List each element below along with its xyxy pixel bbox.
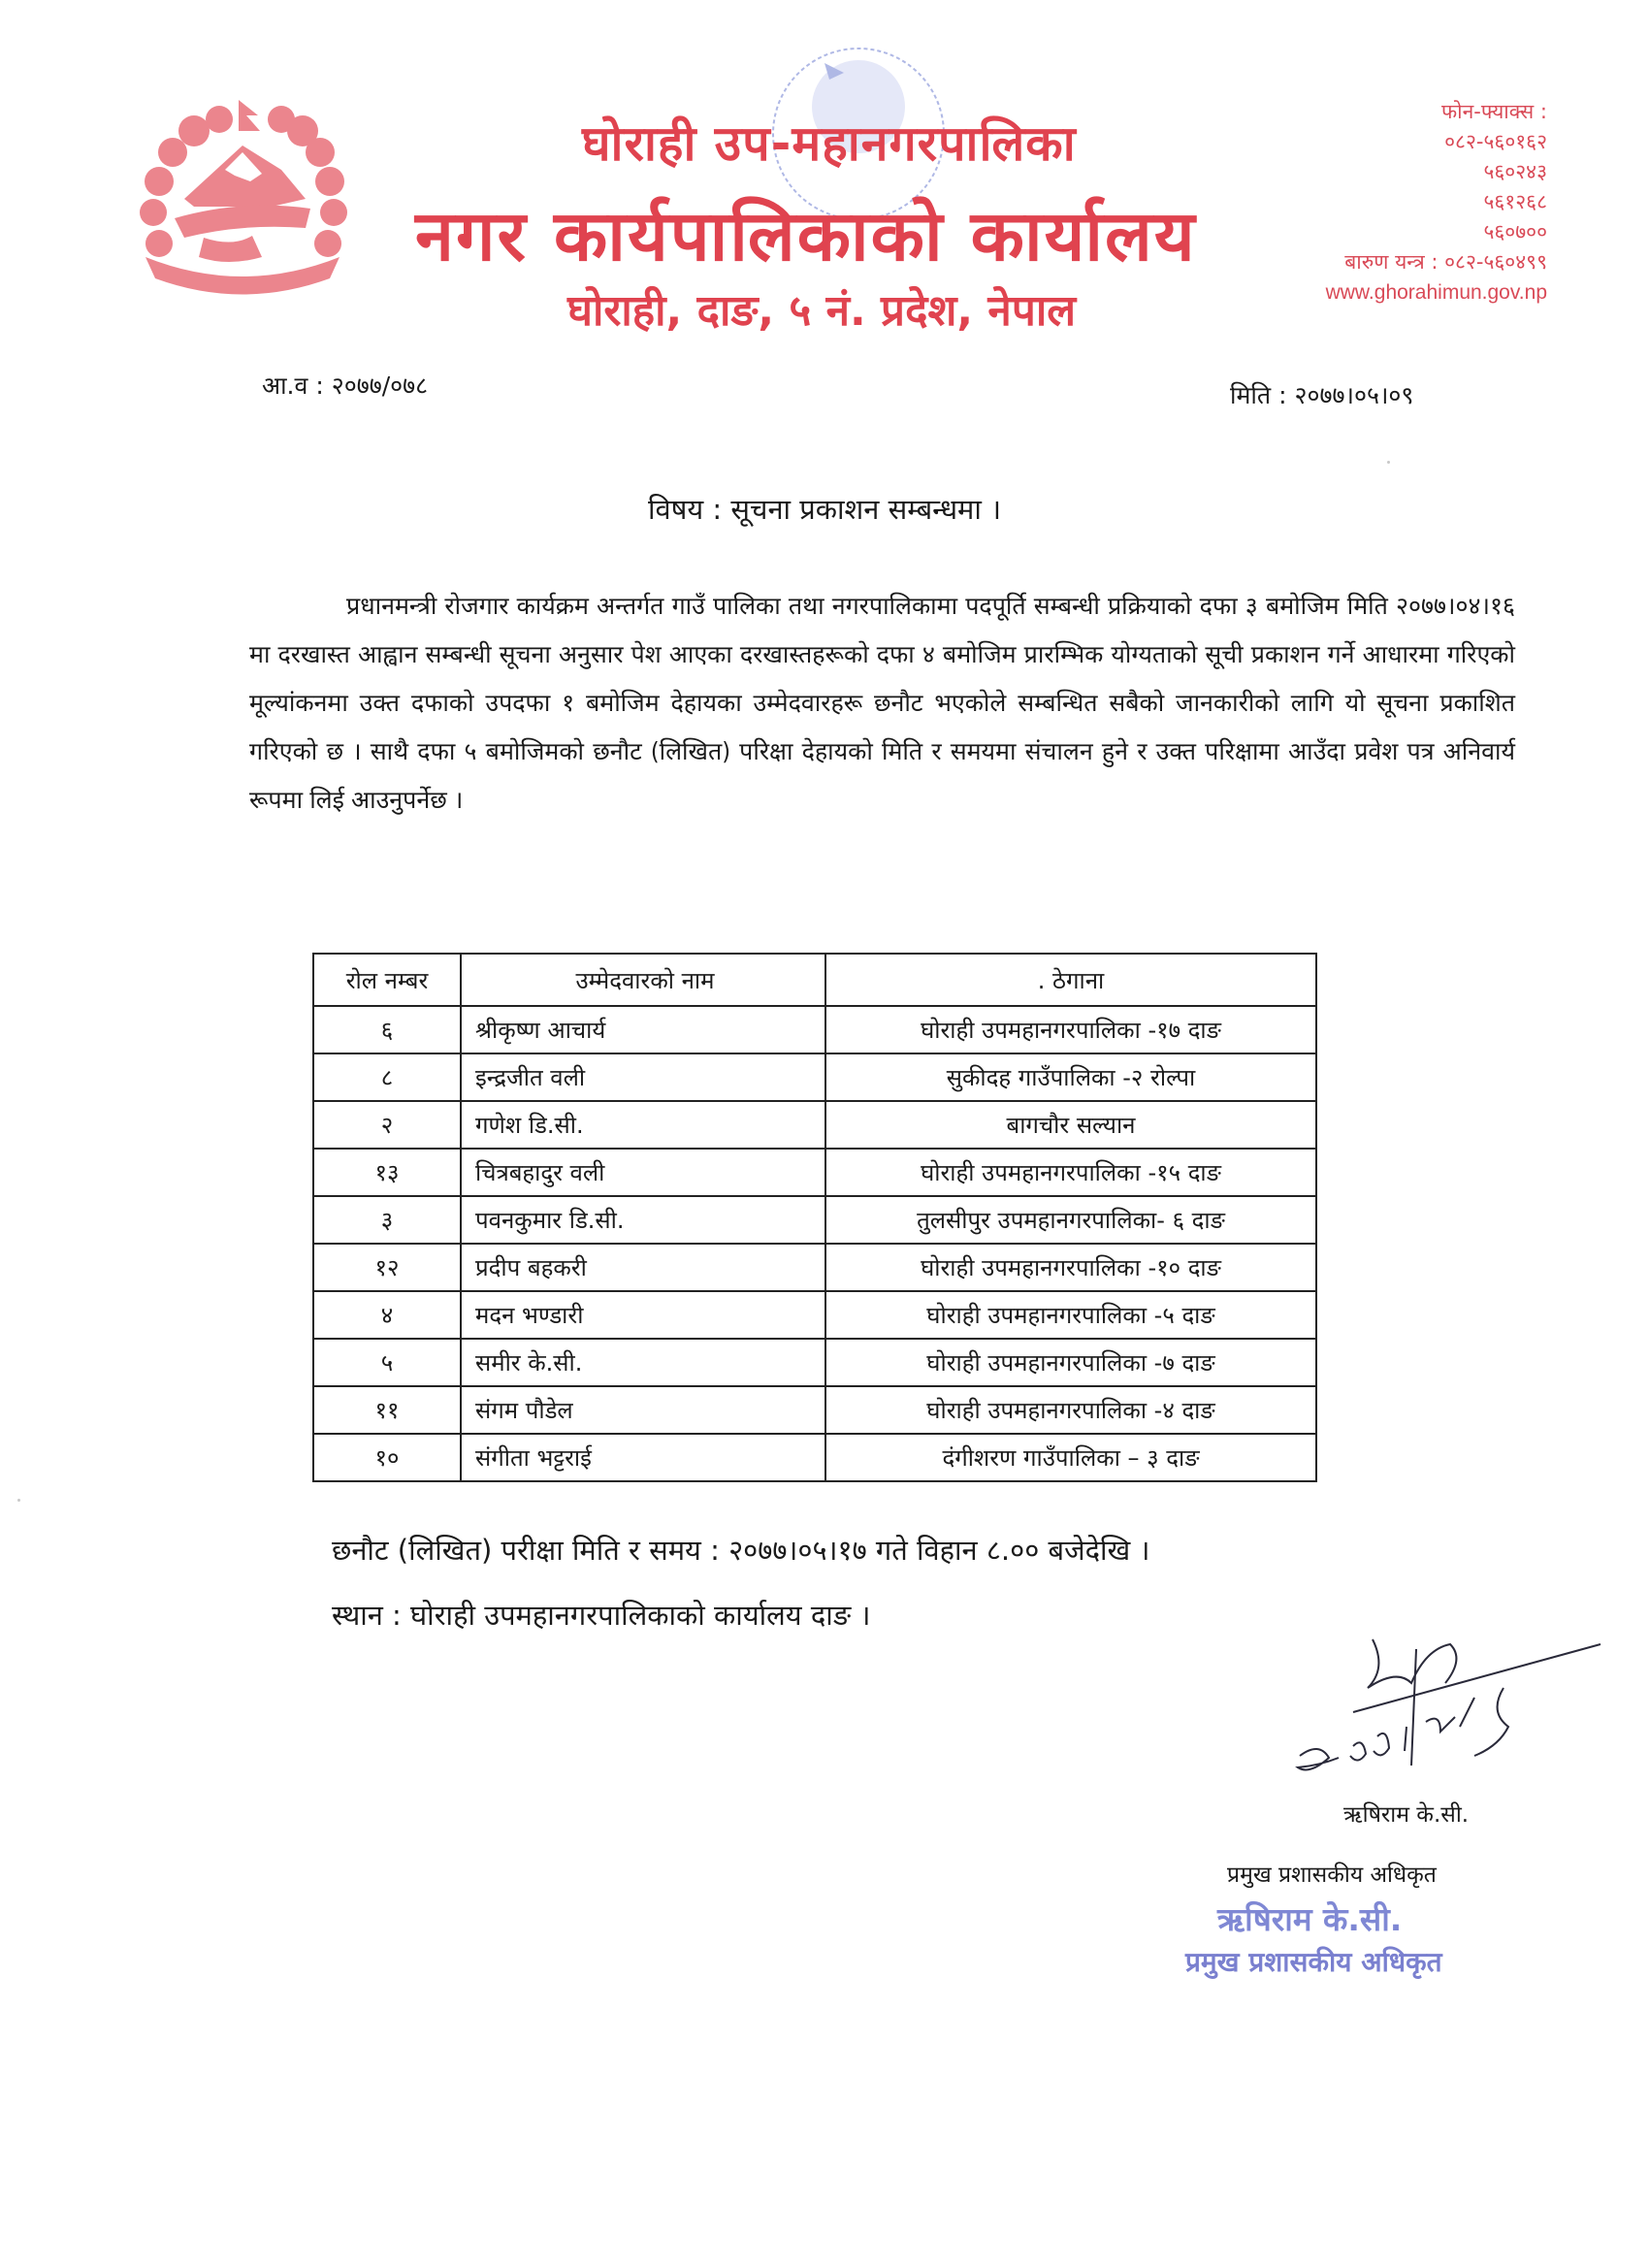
subject-line: विषय : सूचना प्रकाशन सम्बन्धमा । xyxy=(648,493,1002,526)
table-body xyxy=(313,1006,1316,1481)
body-text: प्रधानमन्त्री रोजगार कार्यक्रम अन्तर्गत गाउँ पालिका तथा नगरपालिकामा पदपूर्ति सम्बन्धी प्रक्रियाको दफा ३ बमोजिम मिति २०७७।०४।१६ मा दरखास्त आह्वान सम्बन्धी सूचना अनुसार पेश आएका दरखास्तहरूको दफा ४ बमोजिम प्रारम्भिक योग्यताको सूची प्रकाशन गर्ने आधारमा गरिएको मूल्यांकनमा उक्त दफाको उपदफा १ बमोजिम देहायका उम्मेदवारहरू छनौट भएकोले सम्बन्धित सबैको जानकारीको लागि यो सूचना प्रकाशित गरिएको छ । साथै दफा ५ बमोजिमको छनौट (लिखित) परिक्षा देहायको मिति र समयमा संचालन हुने र उक्त परिक्षामा आउँदा प्रवेश पत्र अनिवार्य रूपमा लिई आउनुपर्नेछ । xyxy=(249,592,1515,814)
phone-number: ५६०२४३ xyxy=(1483,160,1547,183)
contact-block xyxy=(1326,97,1547,308)
roll-number-cell: १० xyxy=(313,1434,461,1481)
roll-number-cell: ८ xyxy=(313,1053,461,1101)
candidate-name-cell: समीर के.सी. xyxy=(461,1339,825,1386)
roll-number-cell: ४ xyxy=(313,1291,461,1339)
website-link[interactable]: www.ghorahimun.gov.np xyxy=(1325,281,1547,304)
fire-engine-number: बारुण यन्त्र : ०८२-५६०४९९ xyxy=(1344,250,1547,274)
candidate-name-cell: गणेश डि.सी. xyxy=(461,1101,825,1149)
table-row xyxy=(313,1244,1316,1291)
signer-title: प्रमुख प्रशासकीय अधिकृत xyxy=(1227,1863,1437,1888)
phone-number: ५६१२६८ xyxy=(1483,190,1547,213)
table-row xyxy=(313,1386,1316,1434)
exam-schedule: छनौट (लिखित) परीक्षा मिति र समय : २०७७।०५।१७ गते विहान ८.०० बजेदेखि । xyxy=(332,1534,1150,1567)
header-roll-number: रोल नम्बर xyxy=(313,954,461,1006)
phone-number: ०८२-५६०१६२ xyxy=(1444,130,1547,153)
candidate-name-cell: चित्रबहादुर वली xyxy=(461,1149,825,1196)
candidate-name-cell: पवनकुमार डि.सी. xyxy=(461,1196,825,1244)
municipality-name: घोराही उप-महानगरपालिका xyxy=(582,115,1077,172)
table-row xyxy=(313,1006,1316,1053)
table-row xyxy=(313,1196,1316,1244)
scan-speck xyxy=(1387,461,1390,464)
candidate-name-cell: श्रीकृष्ण आचार्य xyxy=(461,1006,825,1053)
address-cell: घोराही उपमहानगरपालिका -१५ दाङ xyxy=(825,1149,1316,1196)
handwritten-signature-icon xyxy=(1280,1630,1610,1799)
roll-number-cell: ३ xyxy=(313,1196,461,1244)
address-cell: सुकीदह गाउँपालिका -२ रोल्पा xyxy=(825,1053,1316,1101)
signer-name: ऋषिराम के.सी. xyxy=(1343,1802,1470,1828)
letter-date: मिति : २०७७।०५।०९ xyxy=(1230,381,1414,409)
roll-number-cell: ११ xyxy=(313,1386,461,1434)
candidate-name-cell: संगीता भट्टराई xyxy=(461,1434,825,1481)
fiscal-year: आ.व : २०७७/०७८ xyxy=(262,372,429,400)
roll-number-cell: १३ xyxy=(313,1149,461,1196)
address-cell: दंगीशरण गाउँपालिका – ३ दाङ xyxy=(825,1434,1316,1481)
roll-number-cell: ५ xyxy=(313,1339,461,1386)
table-row xyxy=(313,1101,1316,1149)
stamp-signer-name: ऋषिराम के.सी. xyxy=(1217,1900,1403,1938)
address-cell: तुलसीपुर उपमहानगरपालिका- ६ दाङ xyxy=(825,1196,1316,1244)
address-cell: घोराही उपमहानगरपालिका -४ दाङ xyxy=(825,1386,1316,1434)
candidates-table xyxy=(312,953,1317,1482)
roll-number-cell: १२ xyxy=(313,1244,461,1291)
table-row xyxy=(313,1434,1316,1481)
phone-fax-label: फोन-फ्याक्स : xyxy=(1440,100,1547,123)
table-row xyxy=(313,1339,1316,1386)
candidate-name-cell: संगम पौडेल xyxy=(461,1386,825,1434)
nepal-coat-of-arms-icon xyxy=(136,92,349,301)
stamp-signer-title: प्रमुख प्रशासकीय अधिकृत xyxy=(1185,1946,1442,1978)
table-row xyxy=(313,1053,1316,1101)
office-title: नगर कार्यपालिकाको कार्यालय xyxy=(415,195,1197,276)
table-row xyxy=(313,1149,1316,1196)
address-cell: घोराही उपमहानगरपालिका -१० दाङ xyxy=(825,1244,1316,1291)
scan-speck xyxy=(17,1499,20,1502)
header-candidate-name: उम्मेदवारको नाम xyxy=(461,954,825,1006)
roll-number-cell: २ xyxy=(313,1101,461,1149)
table-row xyxy=(313,1291,1316,1339)
office-address: घोराही, दाङ, ५ नं. प्रदेश, नेपाल xyxy=(567,286,1077,336)
candidate-name-cell: प्रदीप बहकरी xyxy=(461,1244,825,1291)
exam-venue: स्थान : घोराही उपमहानगरपालिकाको कार्यालय दाङ । xyxy=(332,1599,871,1632)
address-cell: बागचौर सल्यान xyxy=(825,1101,1316,1149)
roll-number-cell: ६ xyxy=(313,1006,461,1053)
phone-number: ५६०७०० xyxy=(1483,220,1547,243)
candidate-name-cell: इन्द्रजीत वली xyxy=(461,1053,825,1101)
address-cell: घोराही उपमहानगरपालिका -७ दाङ xyxy=(825,1339,1316,1386)
address-cell: घोराही उपमहानगरपालिका -५ दाङ xyxy=(825,1291,1316,1339)
address-cell: घोराही उपमहानगरपालिका -१७ दाङ xyxy=(825,1006,1316,1053)
candidate-name-cell: मदन भण्डारी xyxy=(461,1291,825,1339)
body-paragraph xyxy=(249,582,1515,825)
header-address: . ठेगाना xyxy=(825,954,1316,1006)
table-header-row xyxy=(313,954,1316,1006)
